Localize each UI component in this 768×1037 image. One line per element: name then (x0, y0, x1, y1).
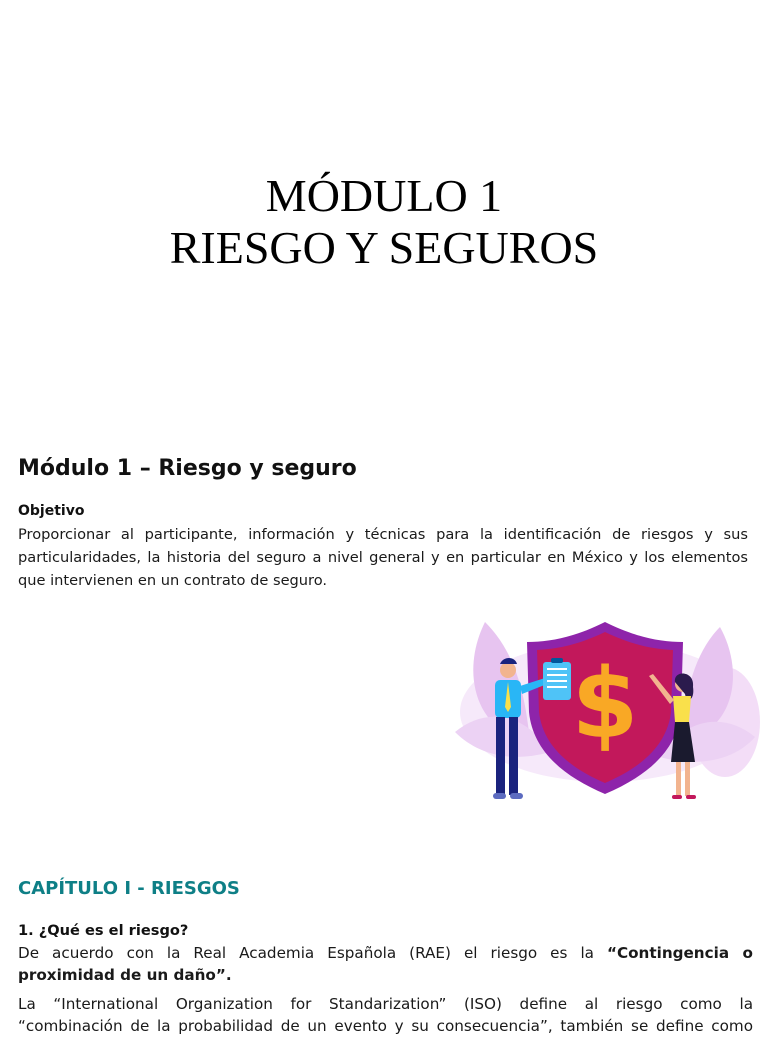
chapter-title: CAPÍTULO I - RIESGOS (18, 878, 240, 899)
cover-title (0, 170, 768, 274)
dollar-sign-icon: $ (571, 648, 639, 760)
cover-title-line2: RIESGO Y SEGUROS (169, 222, 599, 273)
cover-title-line1: MÓDULO 1 (265, 170, 503, 221)
module-heading: Módulo 1 – Riesgo y seguro (18, 456, 357, 481)
insurance-shield-dollar-illustration (455, 612, 760, 807)
objetivo-label: Objetivo (18, 503, 85, 519)
paragraph-rae-bold: “Contingencia o (606, 944, 753, 962)
clipboard-icon (543, 658, 571, 700)
paragraph-rae-text: De acuerdo con la Real Academia Española (RAE) el riesgo es la (18, 944, 594, 962)
paragraph-rae-bold-continued: proximidad de un daño”. (18, 966, 232, 984)
paragraph-iso-continued: “combinación de la probabilidad de un evento y su consecuencia”, también se define como (18, 1017, 753, 1035)
objetivo-text: Proporcionar al participante, información y técnicas para la identificación de riesgos y sus particularidades, la historia del seguro a nivel general y en particular en México y los elementos que intervienen en un contrato de seguro. (18, 526, 748, 589)
paragraph-rae (18, 942, 753, 964)
question-title: 1. ¿Qué es el riesgo? (18, 922, 189, 939)
paragraph-iso: La “International Organization for Standarization” (ISO) define al riesgo como la (18, 995, 753, 1013)
